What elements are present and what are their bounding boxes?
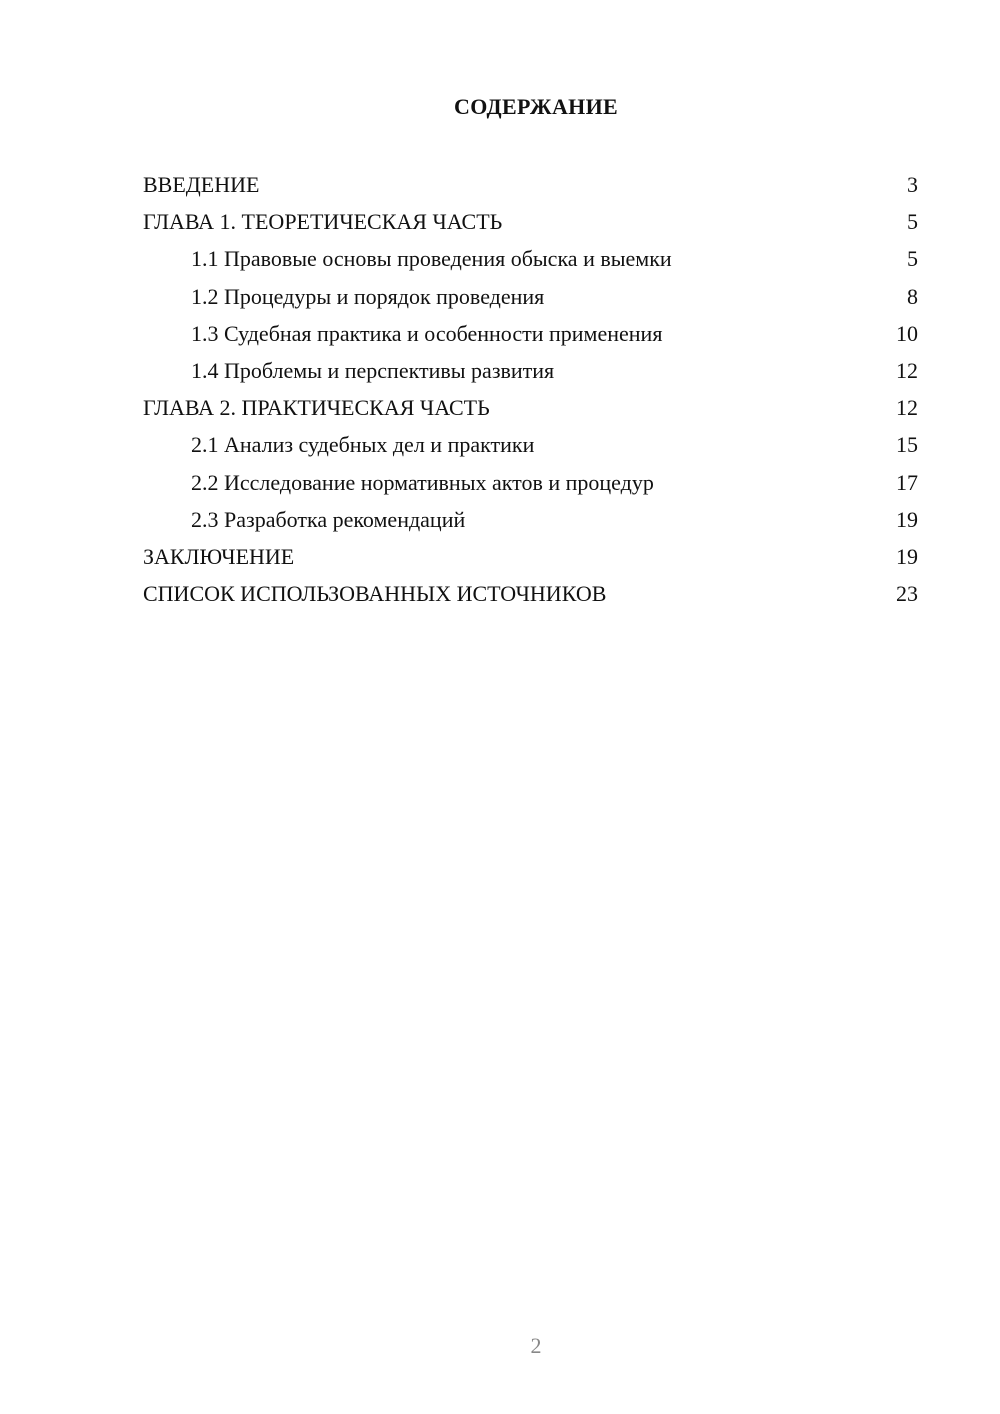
toc-entry[interactable]: [143, 538, 918, 575]
toc-entry[interactable]: [143, 352, 918, 389]
toc-entry-page: 17: [896, 469, 918, 495]
toc-entry-label: 1.1 Правовые основы проведения обыска и выемки: [191, 246, 672, 272]
toc-entry-page: 12: [896, 357, 918, 383]
toc-entry[interactable]: [143, 501, 918, 538]
toc-entry[interactable]: [143, 278, 918, 315]
toc-entry[interactable]: [143, 166, 918, 203]
toc-entry[interactable]: [143, 203, 918, 240]
toc-entry-page: 8: [907, 283, 918, 309]
toc-entry-label: 2.2 Исследование нормативных актов и процедур: [191, 469, 654, 495]
toc-entry-label: 1.4 Проблемы и перспективы развития: [191, 357, 555, 383]
toc-entry[interactable]: [143, 575, 918, 612]
toc-entry-page: 10: [896, 320, 918, 346]
toc-entry-page: 5: [907, 209, 918, 235]
toc-entry-page: 19: [896, 506, 918, 532]
toc-entry-label: 2.1 Анализ судебных дел и практики: [191, 432, 535, 458]
toc-entry[interactable]: [143, 240, 918, 277]
toc-entry-label: ГЛАВА 2. ПРАКТИЧЕСКАЯ ЧАСТЬ: [143, 395, 490, 421]
toc-entry-page: 23: [896, 581, 918, 607]
toc-entry-label: 1.3 Судебная практика и особенности применения: [191, 320, 663, 346]
toc-entry-label: СПИСОК ИСПОЛЬЗОВАННЫХ ИСТОЧНИКОВ: [143, 581, 607, 607]
toc-entry-page: 3: [907, 172, 918, 197]
page-number: 2: [530, 1333, 542, 1358]
toc-entry-label: ЗАКЛЮЧЕНИЕ: [143, 543, 295, 569]
page-title: СОДЕРЖАНИЕ: [454, 94, 618, 119]
toc-entry-page: 15: [896, 432, 918, 458]
toc-entry[interactable]: [143, 315, 918, 352]
toc-entry[interactable]: [143, 426, 918, 463]
toc-entry-label: ВВЕДЕНИЕ: [143, 172, 260, 197]
table-of-contents: [143, 166, 918, 612]
toc-entry-label: 1.2 Процедуры и порядок проведения: [191, 283, 545, 309]
toc-entry[interactable]: [143, 389, 918, 426]
toc-entry[interactable]: [143, 464, 918, 501]
toc-entry-page: 12: [896, 395, 918, 421]
toc-entry-label: 2.3 Разработка рекомендаций: [191, 506, 466, 532]
toc-entry-page: 5: [907, 246, 918, 272]
toc-entry-label: ГЛАВА 1. ТЕОРЕТИЧЕСКАЯ ЧАСТЬ: [143, 209, 503, 235]
toc-entry-page: 19: [896, 543, 918, 569]
